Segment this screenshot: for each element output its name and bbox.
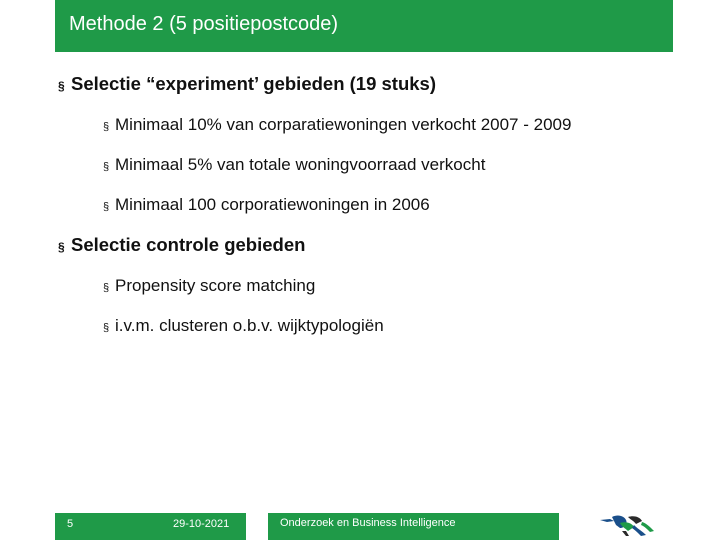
page-number: 5 bbox=[67, 518, 74, 530]
footer-left-bar bbox=[55, 513, 246, 540]
bullet-item-level2 bbox=[103, 195, 430, 215]
bullet-item-level1 bbox=[58, 234, 305, 256]
footer-date: 29-10-2021 bbox=[173, 518, 230, 530]
bullet-item-level2 bbox=[103, 276, 315, 296]
bullet-text: Selectie “experiment’ gebieden (19 stuks) bbox=[71, 73, 437, 94]
bullet-item-level2 bbox=[103, 115, 571, 135]
bullet-item-level2 bbox=[103, 155, 485, 175]
bullet-icon: § bbox=[58, 79, 65, 93]
bullet-text: Propensity score matching bbox=[115, 276, 316, 295]
bullet-icon: § bbox=[103, 201, 110, 213]
bullet-item-level1 bbox=[58, 73, 436, 95]
footer-right-bar bbox=[268, 513, 559, 540]
bullet-icon: § bbox=[58, 240, 65, 254]
bullet-text: Minimaal 5% van totale woningvoorraad verkocht bbox=[115, 155, 486, 174]
bullet-text: Minimaal 10% van corparatiewoningen verkocht 2007 - 2009 bbox=[115, 115, 572, 134]
bullet-icon: § bbox=[103, 121, 110, 133]
bullet-icon: § bbox=[103, 322, 110, 334]
bullet-text: i.v.m. clusteren o.b.v. wijktypologiën bbox=[115, 316, 384, 335]
bullet-item-level2 bbox=[103, 316, 384, 336]
organization-logo-icon bbox=[598, 511, 656, 537]
bullet-text: Selectie controle gebieden bbox=[71, 234, 306, 255]
title-bar bbox=[55, 0, 673, 52]
bullet-icon: § bbox=[103, 282, 110, 294]
slide-title: Methode 2 (5 positiepostcode) bbox=[69, 13, 339, 35]
footer-department: Onderzoek en Business Intelligence bbox=[280, 517, 456, 529]
bullet-icon: § bbox=[103, 161, 110, 173]
bullet-text: Minimaal 100 corporatiewoningen in 2006 bbox=[115, 195, 430, 214]
